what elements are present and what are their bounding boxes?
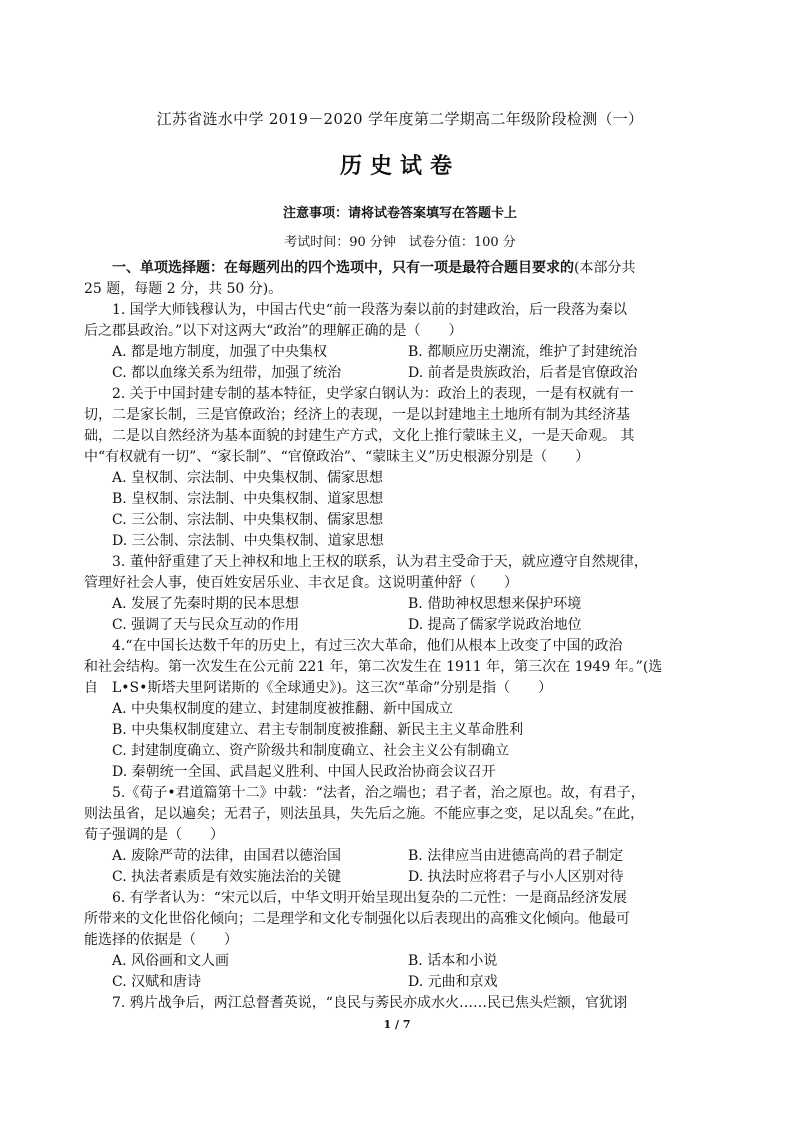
option-a: A. 风俗画和文人画 bbox=[112, 953, 230, 969]
question-stem-line: 5.《荀子•君道篇第十二》中载：“法者，治之端也；君子者，治之原也。故，有君子， bbox=[112, 785, 645, 801]
option-row bbox=[84, 594, 716, 615]
option-row bbox=[84, 615, 716, 636]
question-stem-line: 所带来的文化世俗化倾向；二是理学和文化专制强化以后表现出的高雅文化倾向。他最可 bbox=[84, 911, 630, 927]
exam-page bbox=[84, 108, 716, 1014]
option-row bbox=[84, 363, 716, 384]
option-b: B. 借助神权思想来保护环境 bbox=[408, 596, 582, 612]
section-heading-line2: 25 题，每题 2 分，共 50 分)。 bbox=[84, 281, 283, 297]
option-d: D. 提高了儒家学说政治地位 bbox=[408, 617, 582, 633]
exam-title: 江苏省涟水中学 2019－2020 学年度第二学期高二年级阶段检测（一） bbox=[156, 110, 644, 128]
option-d: D. 三公制、宗法制、中央集权制、道家思想 bbox=[112, 533, 384, 549]
question-stem-line: 能选择的依据是（ ） bbox=[84, 932, 238, 948]
exam-info: 考试时间：90 分钟 试卷分值：100 分 bbox=[284, 235, 516, 250]
question-stem-line: 6. 有学者认为：“宋元以后，中华文明开始呈现出复杂的二元性：一是商品经济发展 bbox=[112, 890, 627, 906]
option-a: A. 皇权制、宗法制、中央集权制、儒家思想 bbox=[112, 470, 384, 486]
option-row bbox=[84, 951, 716, 972]
option-c: C. 强调了天与民众互动的作用 bbox=[112, 617, 300, 633]
question-stem-line: 和社会结构。第一次发生在公元前 221 年，第二次发生在 1911 年，第三次在 1949 年。”(选 bbox=[84, 659, 663, 675]
question-stem-line: 3. 董仲舒重建了天上神权和地上王权的联系，认为君主受命于天，就应遵守自然规律， bbox=[112, 554, 648, 570]
notice-text: 注意事项：请将试卷答案填写在答题卡上 bbox=[282, 206, 517, 221]
option-a: A. 废除严苛的法律，由国君以德治国 bbox=[112, 848, 342, 864]
option-row bbox=[84, 972, 716, 993]
option-c: C. 三公制、宗法制、中央集权制、儒家思想 bbox=[112, 512, 384, 528]
option-row bbox=[84, 867, 716, 888]
question-stem-line: 中“有权就有一切”、“家长制”、“官僚政治”、“蒙昧主义”历史根源分别是（ ） bbox=[84, 449, 590, 465]
option-a: A. 发展了先秦时期的民本思想 bbox=[112, 596, 300, 612]
question-stem-line: 自 L•S•斯塔夫里阿诺斯的《全球通史》)。这三次“革命”分别是指（ ） bbox=[84, 680, 553, 696]
section-heading bbox=[84, 258, 716, 279]
option-d: D. 元曲和京戏 bbox=[408, 974, 498, 990]
question-stem-line: 7. 鸦片战争后，两江总督耆英说，“良民与莠民亦成水火……民已焦头烂额，官犹诩 bbox=[112, 995, 627, 1011]
option-a: A. 中央集权制度的建立、封建制度被推翻、新中国成立 bbox=[112, 701, 454, 717]
option-d: D. 前者是贵族政治，后者是官僚政治 bbox=[408, 365, 638, 381]
question-stem-line: 后之郡县政治。”以下对这两大“政治”的理解正确的是（ ） bbox=[84, 323, 463, 339]
option-c: C. 执法者素质是有效实施法治的关键 bbox=[112, 869, 342, 885]
option-d: D. 执法时应将君子与小人区别对待 bbox=[408, 869, 624, 885]
option-row bbox=[84, 342, 716, 363]
section-heading-rest: (本部分共 bbox=[574, 260, 636, 276]
option-c: C. 都以血缘关系为纽带，加强了统治 bbox=[112, 365, 342, 381]
option-a: A. 都是地方制度，加强了中央集权 bbox=[112, 344, 328, 360]
question-stem-line: 管理好社会人事，使百姓安居乐业、丰衣足食。这说明董仲舒（ ） bbox=[84, 575, 518, 591]
option-c: C. 汉赋和唐诗 bbox=[112, 974, 202, 990]
option-b: B. 都顺应历史潮流，维护了封建统治 bbox=[408, 344, 638, 360]
question-stem-line: 础，二是以自然经济为基本面貌的封建生产方式，文化上推行蒙昧主义，一是天命观。 其 bbox=[84, 428, 635, 444]
option-d: D. 秦朝统一全国、武昌起义胜利、中国人民政治协商会议召开 bbox=[112, 764, 496, 780]
option-b: B. 法律应当由进德高尚的君子制定 bbox=[408, 848, 624, 864]
page-number: 1 / 7 bbox=[383, 1018, 411, 1031]
question-stem-line: 4.“在中国长达数千年的历史上，有过三次大革命，他们从根本上改变了中国的政治 bbox=[112, 638, 623, 654]
option-b: B. 皇权制、宗法制、中央集权制、道家思想 bbox=[112, 491, 384, 507]
question-stem-line: 切，二是家长制，三是官僚政治；经济上的表现，一是以封建地主土地所有制为其经济基 bbox=[84, 407, 630, 423]
section-heading-bold: 一、单项选择题：在每题列出的四个选项中，只有一项是最符合题目要求的 bbox=[112, 260, 574, 276]
question-stem-line: 1. 国学大师钱穆认为，中国古代史“前一段落为秦以前的封建政治，后一段落为秦以 bbox=[112, 302, 627, 318]
question-stem-line: 2. 关于中国封建专制的基本特征，史学家白钢认为：政治上的表现，一是有权就有一 bbox=[112, 386, 634, 402]
option-b: B. 中央集权制度建立、君主专制制度被推翻、新民主主义革命胜利 bbox=[112, 722, 524, 738]
option-c: C. 封建制度确立、资产阶级共和制度确立、社会主义公有制确立 bbox=[112, 743, 510, 759]
option-b: B. 话本和小说 bbox=[408, 953, 498, 969]
subject-title: 历史试卷 bbox=[339, 153, 460, 179]
question-stem-line: 则法虽省，足以遍矣；无君子，则法虽具，失先后之施。不能应事之变，足以乱矣。”在此， bbox=[84, 806, 645, 822]
option-row bbox=[84, 846, 716, 867]
question-stem-line: 荀子强调的是（ ） bbox=[84, 827, 224, 843]
